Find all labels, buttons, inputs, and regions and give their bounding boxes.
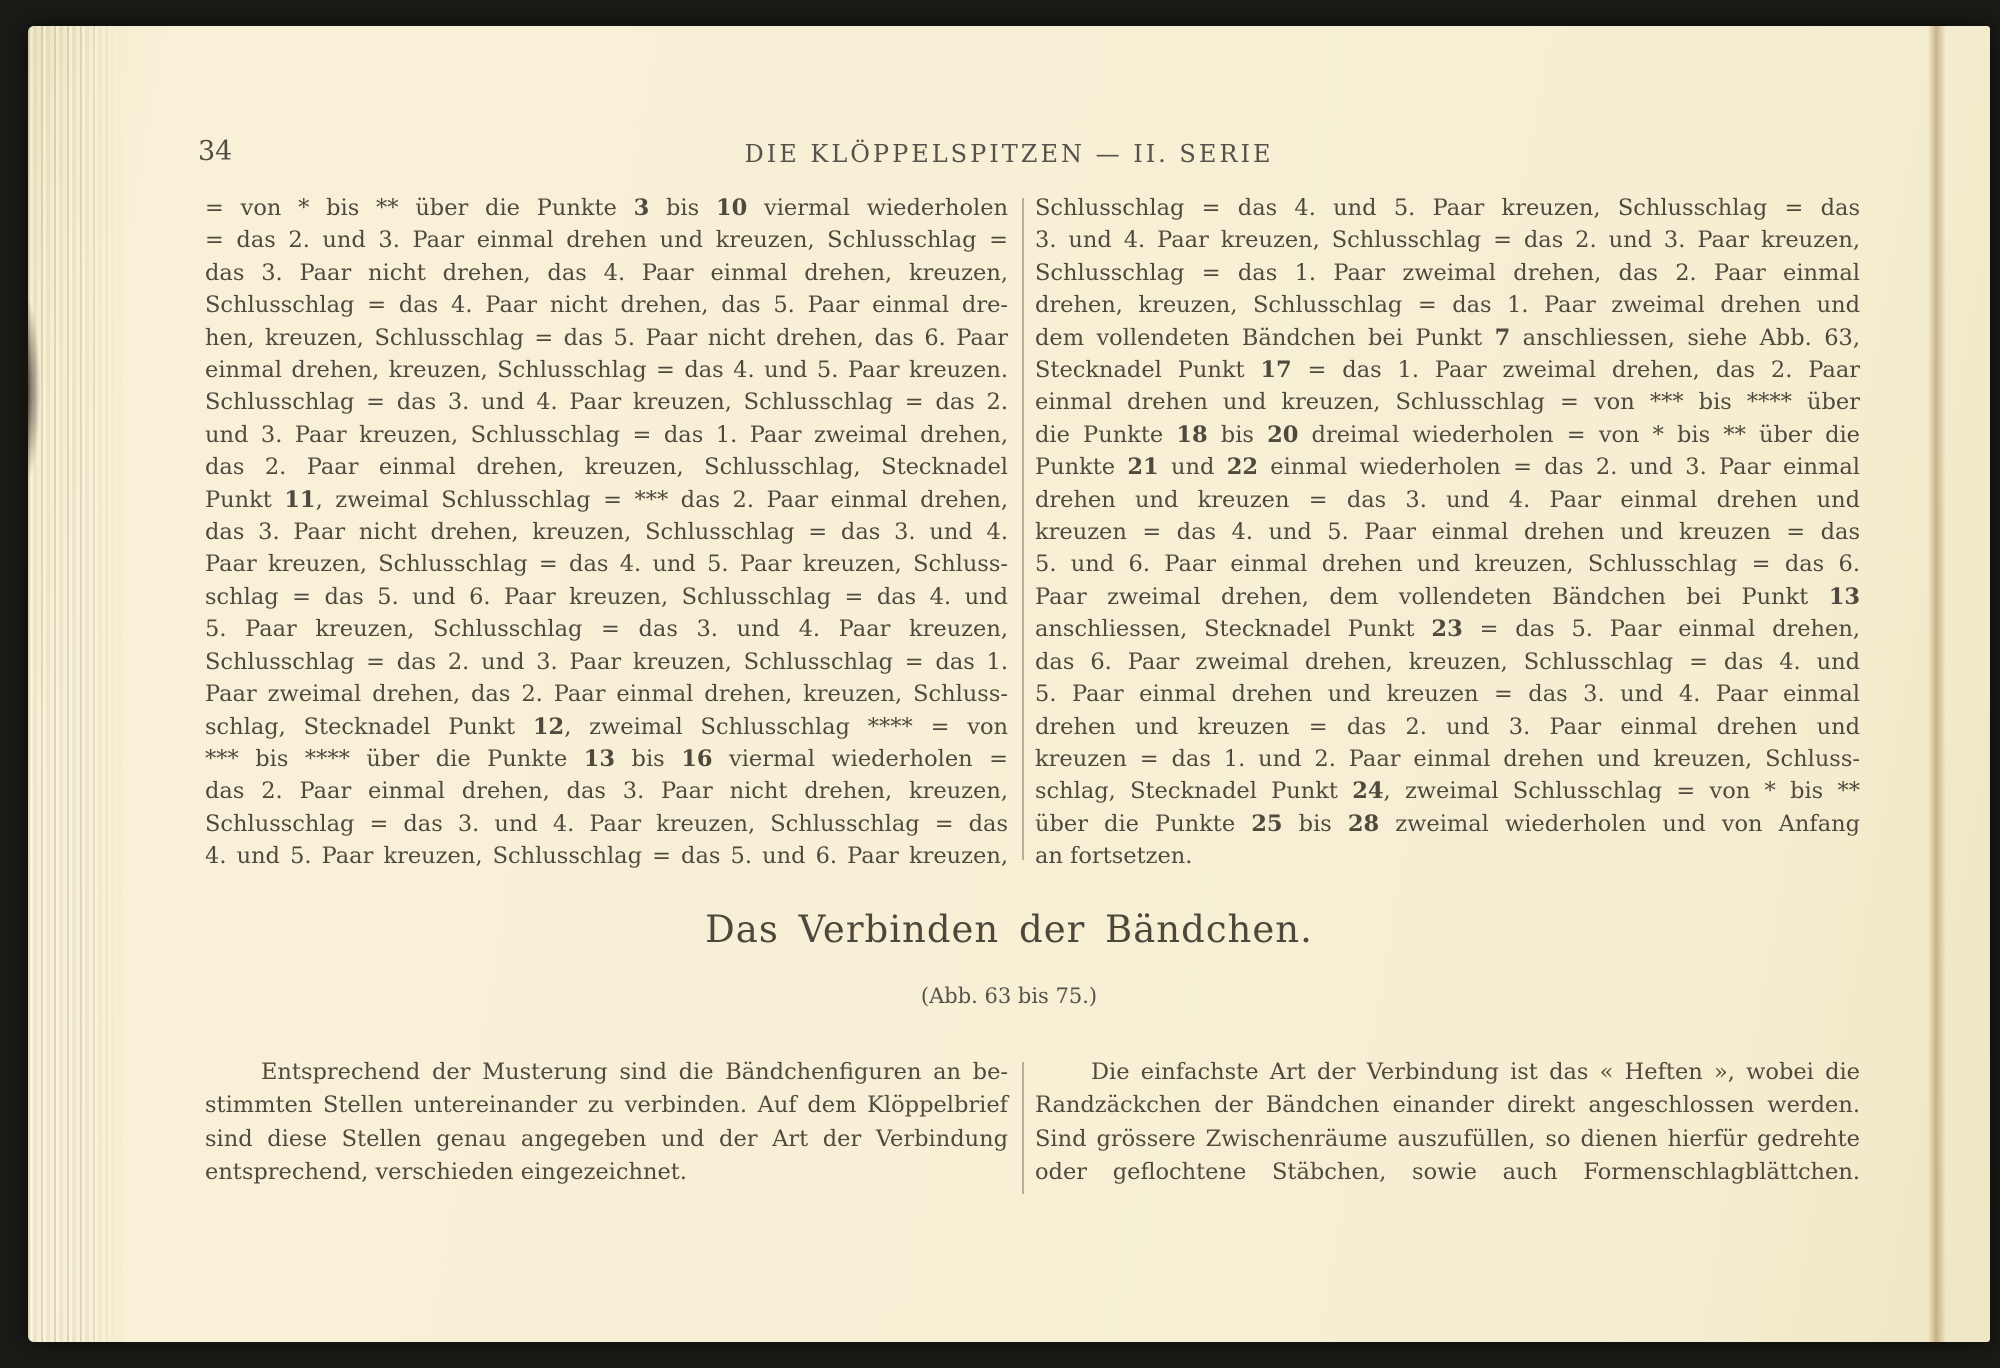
text-line: 5. Paar kreuzen, Schlusschlag = das 3. und 4. Paar kreuzen,: [205, 616, 1008, 643]
text-line: die Punkte 18 bis 20 dreimal wiederholen = von * bis ** über die: [1035, 421, 1860, 448]
text-line: Schlusschlag = das 3. und 4. Paar kreuzen, Schlusschlag = das: [205, 810, 1008, 837]
text-line: an fortsetzen.: [1035, 843, 1193, 870]
text-line: 4. und 5. Paar kreuzen, Schlusschlag = das 5. und 6. Paar kreuzen,: [205, 843, 1008, 870]
running-header: DIE KLÖPPELSPITZEN — II. SERIE: [744, 140, 1274, 168]
text-line: Randzäckchen der Bändchen einander direkt angeschlossen werden.: [1035, 1092, 1860, 1119]
text-line: Paar zweimal drehen, dem vollendeten Bändchen bei Punkt 13: [1035, 583, 1860, 610]
text-line: stimmten Stellen untereinander zu verbinden. Auf dem Klöppelbrief: [205, 1092, 1008, 1119]
text-column-bottom-left: [205, 1056, 1008, 1190]
text-line: Punkte 21 und 22 einmal wiederholen = das 2. und 3. Paar einmal: [1035, 454, 1860, 481]
section-title: Das Verbinden der Bändchen.: [705, 908, 1313, 951]
text-line: das 2. Paar einmal drehen, das 3. Paar nicht drehen, kreuzen,: [205, 778, 1008, 805]
text-line: *** bis **** über die Punkte 13 bis 16 viermal wiederholen =: [205, 745, 1008, 772]
text-line: das 2. Paar einmal drehen, kreuzen, Schlusschlag, Stecknadel: [205, 454, 1008, 481]
text-line: und 3. Paar kreuzen, Schlusschlag = das 1. Paar zweimal drehen,: [205, 421, 1008, 448]
text-line: kreuzen = das 4. und 5. Paar einmal drehen und kreuzen = das: [1035, 519, 1860, 546]
text-column-bottom-right: [1035, 1056, 1860, 1190]
text-line: das 3. Paar nicht drehen, das 4. Paar einmal drehen, kreuzen,: [205, 259, 1008, 286]
text-line: Paar zweimal drehen, das 2. Paar einmal drehen, kreuzen, Schluss-: [205, 681, 1008, 708]
text-line: Schlusschlag = das 3. und 4. Paar kreuzen, Schlusschlag = das 2.: [205, 389, 1008, 416]
text-line: dem vollendeten Bändchen bei Punkt 7 anschliessen, siehe Abb. 63,: [1035, 324, 1860, 351]
text-line: das 6. Paar zweimal drehen, kreuzen, Schlusschlag = das 4. und: [1035, 648, 1860, 675]
page-gutter-crease: [1928, 26, 1946, 1342]
text-line: Stecknadel Punkt 17 = das 1. Paar zweimal drehen, das 2. Paar: [1035, 357, 1860, 384]
text-column-top-left: [205, 192, 1008, 873]
text-line: drehen, kreuzen, Schlusschlag = das 1. Paar zweimal drehen und: [1035, 292, 1860, 319]
page-edge-shadow: [24, 294, 40, 484]
text-line: drehen und kreuzen = das 2. und 3. Paar einmal drehen und: [1035, 713, 1860, 740]
page-number: 34: [198, 136, 233, 167]
text-line: einmal drehen, kreuzen, Schlusschlag = das 4. und 5. Paar kreuzen.: [205, 357, 1008, 384]
text-line: Paar kreuzen, Schlusschlag = das 4. und 5. Paar kreuzen, Schluss-: [205, 551, 1008, 578]
text-line: 3. und 4. Paar kreuzen, Schlusschlag = das 2. und 3. Paar kreuzen,: [1035, 227, 1860, 254]
column-divider-top: [1022, 198, 1024, 860]
text-line: Punkt 11, zweimal Schlusschlag = *** das 2. Paar einmal drehen,: [205, 486, 1008, 513]
text-line: einmal drehen und kreuzen, Schlusschlag = von *** bis **** über: [1035, 389, 1860, 416]
text-line: drehen und kreuzen = das 3. und 4. Paar einmal drehen und: [1035, 486, 1860, 513]
text-line: = von * bis ** über die Punkte 3 bis 10 viermal wiederholen: [205, 195, 1009, 221]
text-line: 5. und 6. Paar einmal drehen und kreuzen, Schlusschlag = das 6.: [1035, 551, 1860, 578]
text-line: oder geflochtene Stäbchen, sowie auch Formenschlagblättchen.: [1035, 1159, 1860, 1186]
text-line: entsprechend, verschieden eingezeichnet.: [205, 1159, 687, 1186]
text-line: sind diese Stellen genau angegeben und der Art der Verbindung: [205, 1125, 1008, 1152]
section-subtitle: (Abb. 63 bis 75.): [920, 984, 1098, 1008]
text-column-top-right: [1035, 192, 1860, 873]
page-edge-stack: [28, 26, 123, 1342]
text-line: = das 2. und 3. Paar einmal drehen und kreuzen, Schlusschlag =: [205, 227, 1008, 254]
text-line: schlag, Stecknadel Punkt 12, zweimal Schlusschlag **** = von: [205, 713, 1008, 740]
text-line: schlag = das 5. und 6. Paar kreuzen, Schlusschlag = das 4. und: [205, 583, 1008, 610]
text-line: kreuzen = das 1. und 2. Paar einmal drehen und kreuzen, Schluss-: [1035, 745, 1860, 772]
text-line: Sind grössere Zwischenräume auszufüllen, so dienen hierfür gedrehte: [1035, 1125, 1860, 1152]
text-line: Die einfachste Art der Verbindung ist das « Heften », wobei die: [1091, 1059, 1860, 1085]
text-line: über die Punkte 25 bis 28 zweimal wiederholen und von Anfang: [1035, 810, 1861, 837]
text-line: schlag, Stecknadel Punkt 24, zweimal Schlusschlag = von * bis **: [1035, 778, 1860, 805]
text-line: Schlusschlag = das 4. und 5. Paar kreuzen, Schlusschlag = das: [1035, 195, 1860, 221]
text-line: Entsprechend der Musterung sind die Bändchenfiguren an be-: [261, 1059, 1008, 1085]
column-divider-bottom: [1022, 1062, 1024, 1194]
text-line: Schlusschlag = das 2. und 3. Paar kreuzen, Schlusschlag = das 1.: [205, 648, 1008, 675]
text-line: 5. Paar einmal drehen und kreuzen = das 3. und 4. Paar einmal: [1035, 681, 1860, 708]
text-line: Schlusschlag = das 1. Paar zweimal drehen, das 2. Paar einmal: [1035, 259, 1860, 286]
book-page: [28, 26, 1990, 1342]
text-line: Schlusschlag = das 4. Paar nicht drehen, das 5. Paar einmal dre-: [205, 292, 1008, 319]
text-line: anschliessen, Stecknadel Punkt 23 = das 5. Paar einmal drehen,: [1035, 616, 1860, 643]
text-line: das 3. Paar nicht drehen, kreuzen, Schlusschlag = das 3. und 4.: [205, 519, 1008, 546]
text-line: hen, kreuzen, Schlusschlag = das 5. Paar nicht drehen, das 6. Paar: [205, 324, 1008, 351]
